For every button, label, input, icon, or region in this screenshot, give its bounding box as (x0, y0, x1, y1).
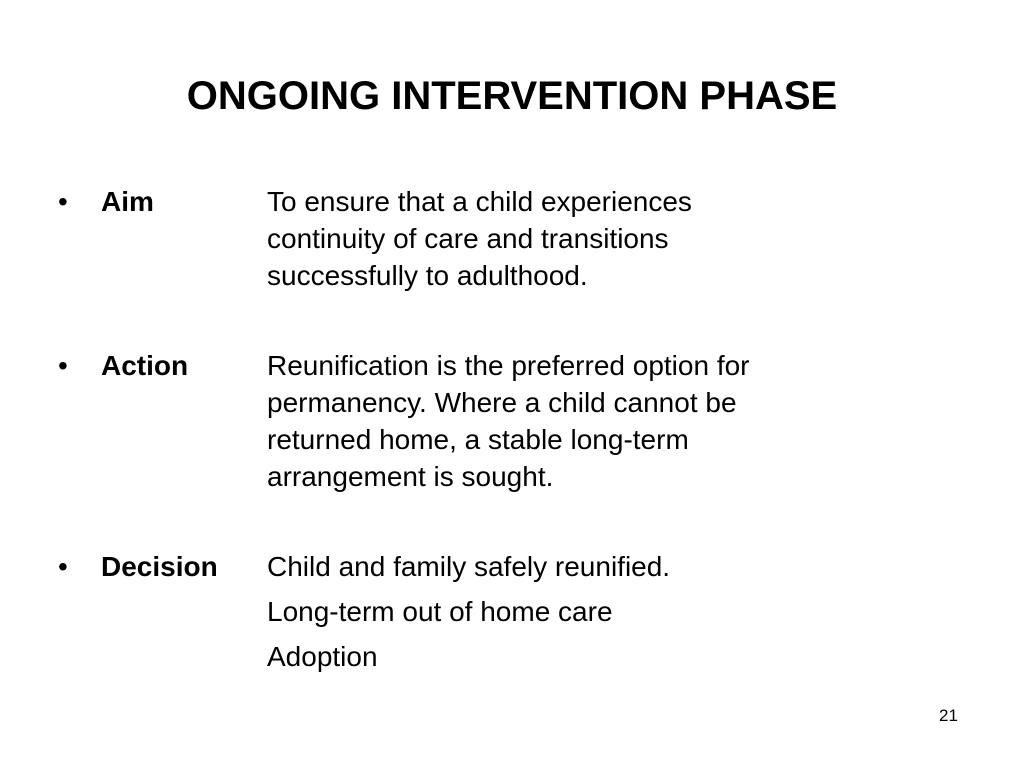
bullet-description (267, 183, 887, 294)
text-line: Reunification is the preferred option for (267, 350, 750, 381)
text-line: To ensure that a child experiences (267, 186, 692, 217)
slide-title: ONGOING INTERVENTION PHASE (186, 74, 838, 118)
text-line: Long-term out of home care (267, 596, 613, 627)
bullet-icon: • (58, 186, 68, 217)
bullet-term: Decision (101, 551, 218, 582)
text-line: Child and family safely reunified. (267, 551, 671, 582)
bullet-description (267, 548, 887, 683)
text-line: arrangement is sought. (267, 461, 554, 492)
page-number: 21 (939, 706, 958, 725)
text-line: returned home, a stable long-term (267, 424, 689, 455)
bullet-description (267, 347, 887, 495)
bullet-term: Action (101, 350, 189, 381)
text-line: continuity of care and transitions (267, 223, 669, 254)
text-line: successfully to adulthood. (267, 260, 588, 291)
text-line: Adoption (267, 641, 378, 672)
bullet-icon: • (58, 551, 68, 582)
bullet-icon: • (58, 350, 68, 381)
text-line: permanency. Where a child cannot be (267, 387, 737, 418)
bullet-term: Aim (101, 186, 154, 217)
